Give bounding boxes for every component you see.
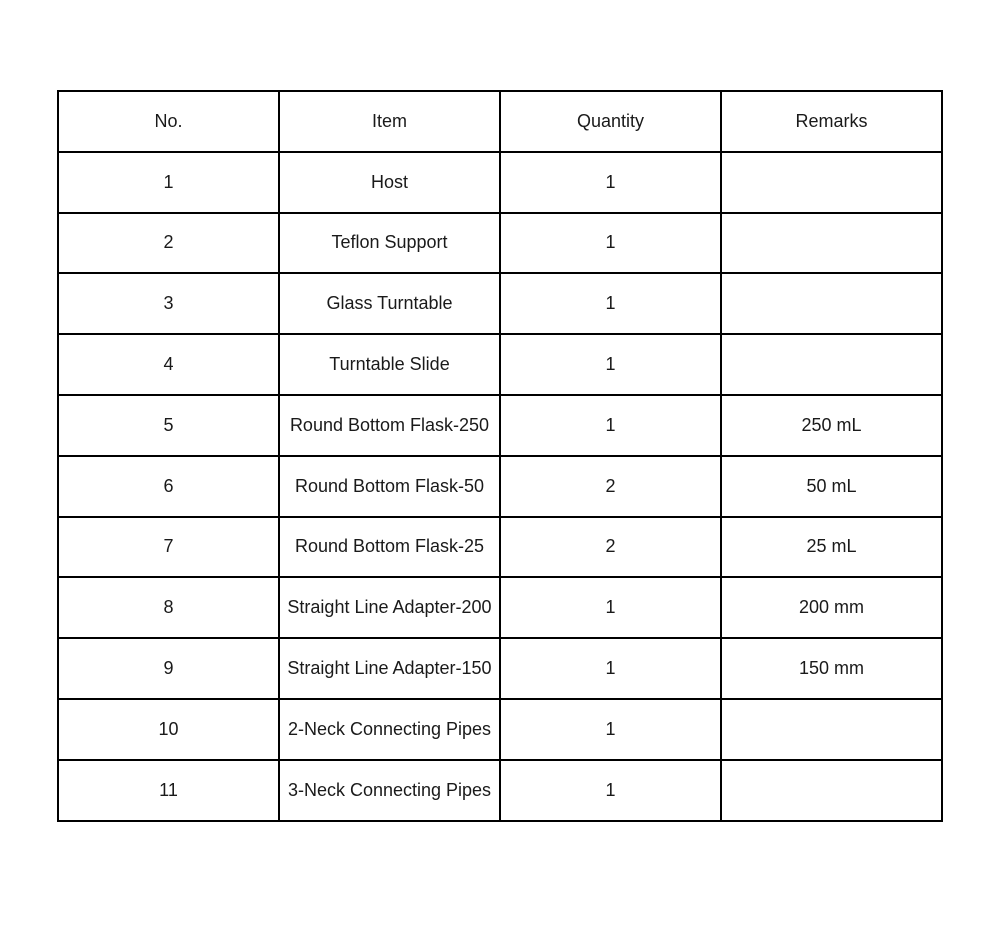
- header-quantity: Quantity: [500, 91, 721, 152]
- cell-item: Straight Line Adapter-200: [279, 577, 500, 638]
- table-row: [58, 638, 942, 699]
- table-row: [58, 699, 942, 760]
- cell-quantity: 1: [500, 638, 721, 699]
- cell-no: 11: [58, 760, 279, 821]
- cell-no: 10: [58, 699, 279, 760]
- cell-remarks: 50 mL: [721, 456, 942, 517]
- cell-no: 6: [58, 456, 279, 517]
- cell-no: 4: [58, 334, 279, 395]
- header-row: [58, 91, 942, 152]
- cell-item: Round Bottom Flask-250: [279, 395, 500, 456]
- table-row: [58, 273, 942, 334]
- table-row: [58, 760, 942, 821]
- cell-remarks: [721, 760, 942, 821]
- cell-remarks: [721, 152, 942, 213]
- cell-item: Turntable Slide: [279, 334, 500, 395]
- cell-item: Round Bottom Flask-50: [279, 456, 500, 517]
- table-row: [58, 577, 942, 638]
- cell-remarks: 150 mm: [721, 638, 942, 699]
- cell-item: Glass Turntable: [279, 273, 500, 334]
- table-header: [58, 91, 942, 152]
- cell-no: 5: [58, 395, 279, 456]
- table-row: [58, 334, 942, 395]
- cell-item: 2-Neck Connecting Pipes: [279, 699, 500, 760]
- cell-no: 7: [58, 517, 279, 578]
- cell-remarks: 25 mL: [721, 517, 942, 578]
- cell-remarks: 250 mL: [721, 395, 942, 456]
- header-item: Item: [279, 91, 500, 152]
- table-row: [58, 213, 942, 274]
- cell-item: Host: [279, 152, 500, 213]
- cell-quantity: 1: [500, 699, 721, 760]
- cell-quantity: 1: [500, 760, 721, 821]
- packing-list-table: [57, 90, 943, 822]
- cell-no: 3: [58, 273, 279, 334]
- cell-quantity: 2: [500, 456, 721, 517]
- cell-remarks: 200 mm: [721, 577, 942, 638]
- cell-no: 1: [58, 152, 279, 213]
- cell-remarks: [721, 334, 942, 395]
- cell-remarks: [721, 213, 942, 274]
- cell-quantity: 1: [500, 213, 721, 274]
- cell-quantity: 1: [500, 577, 721, 638]
- table-body: [58, 152, 942, 821]
- cell-no: 2: [58, 213, 279, 274]
- cell-quantity: 1: [500, 395, 721, 456]
- cell-no: 8: [58, 577, 279, 638]
- cell-quantity: 2: [500, 517, 721, 578]
- header-no: No.: [58, 91, 279, 152]
- cell-quantity: 1: [500, 273, 721, 334]
- cell-item: Straight Line Adapter-150: [279, 638, 500, 699]
- table-row: [58, 456, 942, 517]
- header-remarks: Remarks: [721, 91, 942, 152]
- cell-quantity: 1: [500, 152, 721, 213]
- table-row: [58, 517, 942, 578]
- table-row: [58, 152, 942, 213]
- cell-remarks: [721, 699, 942, 760]
- cell-item: 3-Neck Connecting Pipes: [279, 760, 500, 821]
- table-row: [58, 395, 942, 456]
- cell-item: Teflon Support: [279, 213, 500, 274]
- cell-quantity: 1: [500, 334, 721, 395]
- cell-no: 9: [58, 638, 279, 699]
- cell-remarks: [721, 273, 942, 334]
- cell-item: Round Bottom Flask-25: [279, 517, 500, 578]
